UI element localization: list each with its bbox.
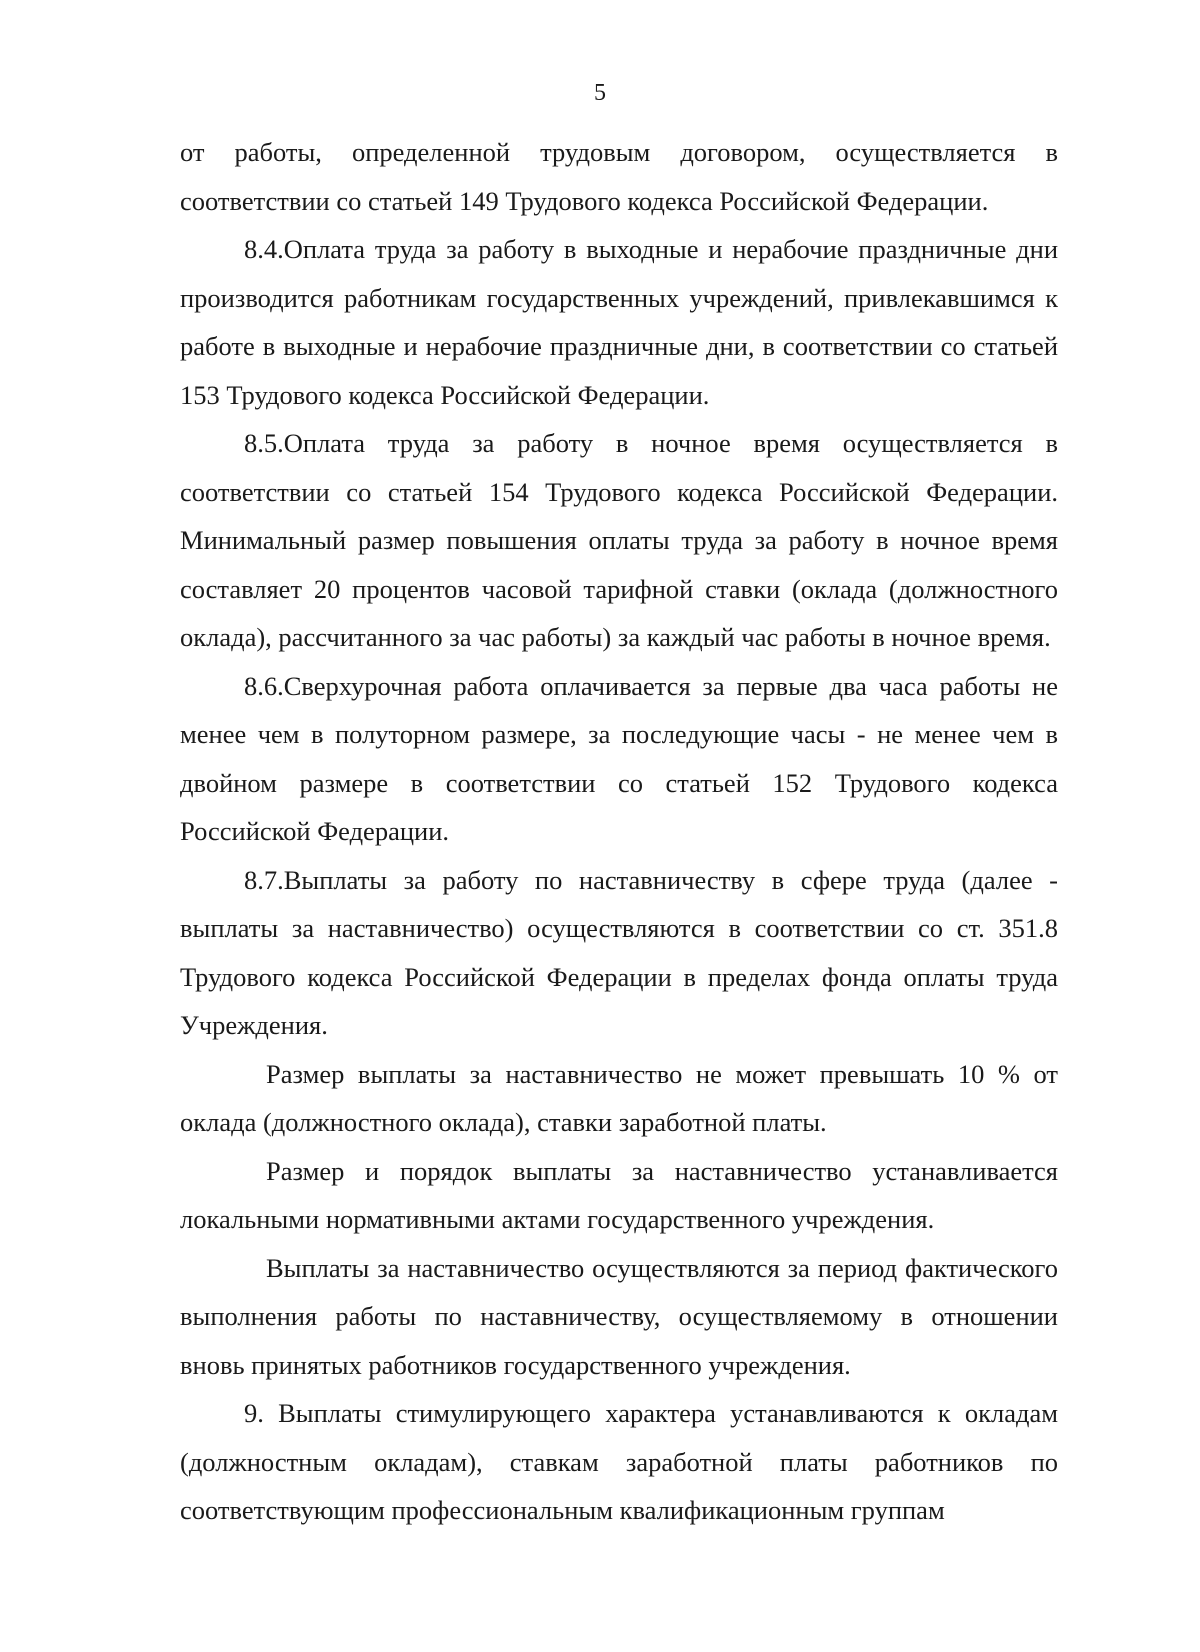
paragraph-continuation: от работы, определенной трудовым договором, осуществляется в соответствии со статьей 149 Трудового кодекса Российской Федерации.	[180, 137, 1058, 216]
paragraph-mentoring-period: Выплаты за наставничество осуществляются за период фактического выполнения работы по наставничеству, осуществляемому в отношении вновь принятых работников государственного учреждения.	[180, 1252, 1058, 1380]
paragraph-9: 9. Выплаты стимулирующего характера устанавливаются к окладам (должностным окладам), ставкам заработной платы работников по соответствующим профессиональным квалификационным группам	[180, 1398, 1058, 1525]
page-number: 5	[594, 80, 606, 106]
document-body	[180, 128, 1058, 1535]
paragraph-8-4: 8.4.Оплата труда за работу в выходные и нерабочие праздничные дни производится работникам государственных учреждений, привлекавшимся к работе в выходные и нерабочие праздничные дни, в соответствии со статьей 153 Трудового кодекса Российской Федерации.	[180, 234, 1058, 410]
paragraph-mentoring-procedure: Размер и порядок выплаты за наставничество устанавливается локальными нормативными актами государственного учреждения.	[180, 1155, 1058, 1234]
paragraph-8-6: 8.6.Сверхурочная работа оплачивается за первые два часа работы не менее чем в полуторном размере, за последующие часы - не менее чем в двойном размере в соответствии со статьей 152 Трудового кодекса Российской Федерации.	[180, 670, 1058, 846]
paragraph-mentoring-size-limit: Размер выплаты за наставничество не может превышать 10 % от оклада (должностного оклада), ставки заработной платы.	[180, 1058, 1058, 1137]
paragraph-8-5: 8.5.Оплата труда за работу в ночное время осуществляется в соответствии со статьей 154 Трудового кодекса Российской Федерации. Минимальный размер повышения оплаты труда за работу в ночное время составляет 20 процентов часовой тарифной ставки (оклада (должностного оклада), рассчитанного за час работы) за каждый час работы в ночное время.	[180, 428, 1058, 652]
paragraph-8-7: 8.7.Выплаты за работу по наставничеству в сфере труда (далее - выплаты за наставничество) осуществляются в соответствии со ст. 351.8 Трудового кодекса Российской Федерации в пределах фонда оплаты труда Учреждения.	[180, 864, 1058, 1040]
